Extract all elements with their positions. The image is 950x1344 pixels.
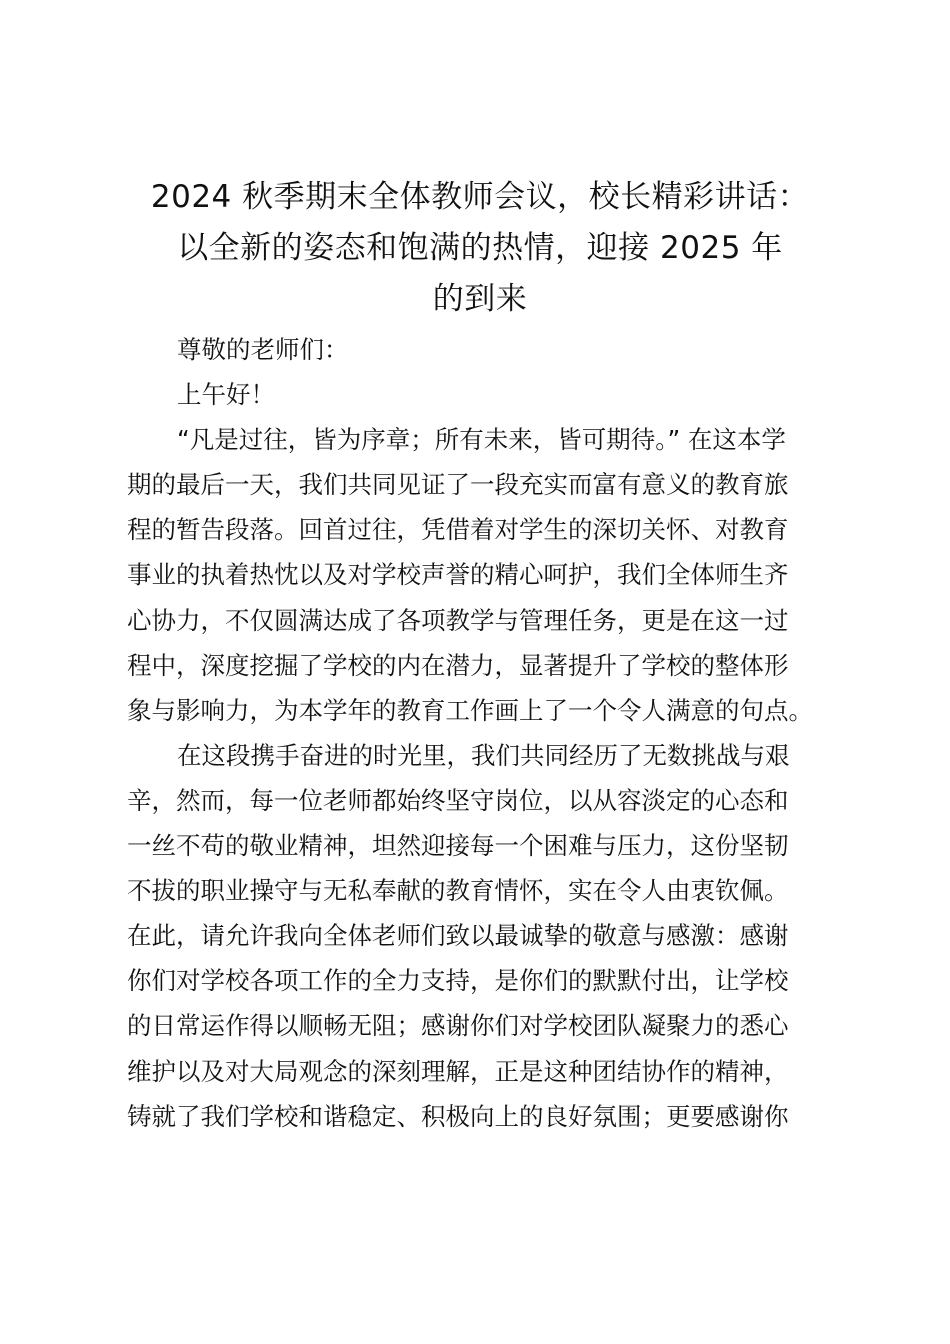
paragraph-2-line: 维护以及对大局观念的深刻理解，正是这种团结协作的精神， bbox=[127, 1056, 789, 1086]
paragraph-2-line: 的日常运作得以顺畅无阻；感谢你们对学校团队凝聚力的悉心 bbox=[127, 1011, 789, 1041]
greeting: 尊敬的老师们： bbox=[177, 335, 349, 364]
title-line: 2024 秋季期末全体教师会议，校长精彩讲话： bbox=[150, 179, 810, 215]
paragraph-2-line: 在这段携手奋进的时光里，我们共同经历了无数挑战与艰 bbox=[177, 740, 790, 770]
document-body bbox=[127, 327, 837, 1139]
paragraph-2-line: 辛，然而，每一位老师都始终坚守岗位，以从容淡定的心态和 bbox=[127, 785, 789, 815]
paragraph-1-line: 象与影响力，为本学年的教育工作画上了一个令人满意的句点。 bbox=[127, 695, 813, 725]
paragraph-2-line: 不拔的职业操守与无私奉献的教育情怀，实在令人由衷钦佩。 bbox=[127, 876, 789, 906]
paragraph-1-line: “凡是过往，皆为序章；所有未来，皆可期待。” 在这本学 bbox=[177, 425, 786, 455]
title-line: 的到来 bbox=[432, 281, 528, 317]
paragraph-1-line: 期的最后一天，我们共同见证了一段充实而富有意义的教育旅 bbox=[127, 470, 789, 500]
document-title bbox=[120, 172, 840, 325]
title-line: 以全新的姿态和饱满的热情，迎接 2025 年 bbox=[177, 230, 783, 266]
paragraph-1-line: 程的暂告段落。回首过往，凭借着对学生的深切关怀、对教育 bbox=[127, 515, 789, 545]
paragraph-2-line: 铸就了我们学校和谐稳定、积极向上的良好氛围；更要感谢你 bbox=[127, 1101, 789, 1131]
paragraph-2-line: 在此，请允许我向全体老师们致以最诚挚的敬意与感激：感谢 bbox=[127, 921, 789, 951]
paragraph-2-line: 一丝不苟的敬业精神，坦然迎接每一个困难与压力，这份坚韧 bbox=[127, 831, 789, 861]
paragraph-1-line: 程中，深度挖掘了学校的内在潜力，显著提升了学校的整体形 bbox=[127, 650, 789, 680]
paragraph-1-line: 心协力，不仅圆满达成了各项教学与管理任务，更是在这一过 bbox=[127, 605, 789, 635]
salutation: 上午好！ bbox=[177, 380, 275, 410]
paragraph-1-line: 事业的执着热忱以及对学校声誉的精心呵护，我们全体师生齐 bbox=[127, 560, 789, 590]
paragraph-2-line: 你们对学校各项工作的全力支持，是你们的默默付出，让学校 bbox=[127, 966, 789, 996]
